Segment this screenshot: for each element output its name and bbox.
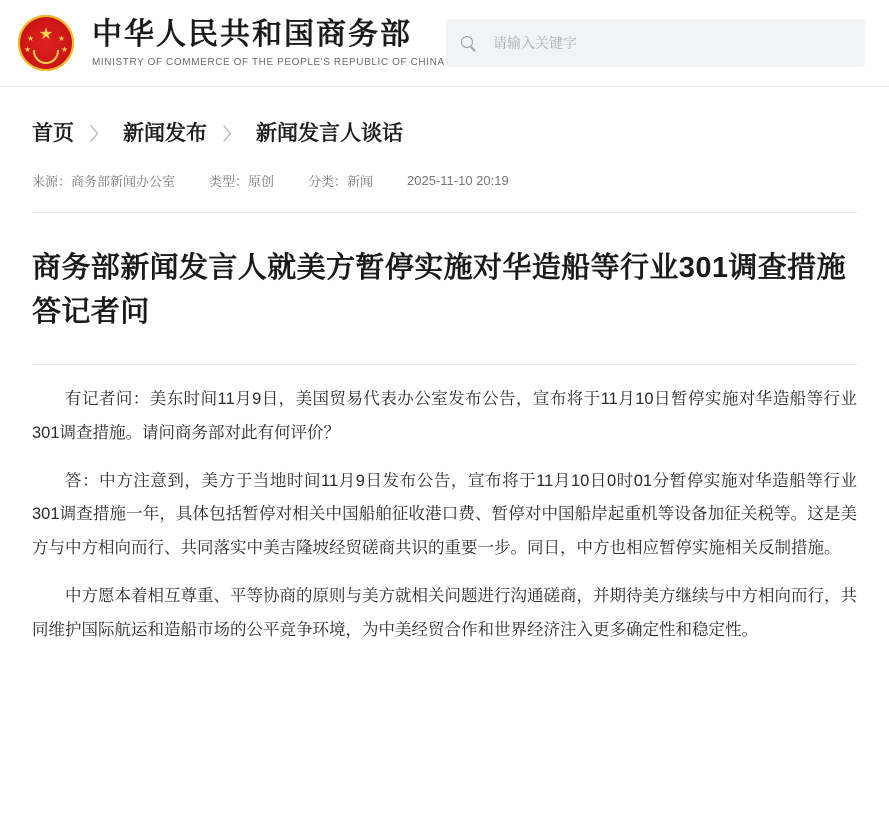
article-paragraph: 中方愿本着相互尊重、平等协商的原则与美方就相关问题进行沟通磋商，并期待美方继续与中方相向而行，共同维护国际航运和造船市场的公平竞争环境，为中美经贸合作和世界经济注入更多确定性和稳定性。 xyxy=(32,587,857,639)
site-title-cn: 中华人民共和国商务部 xyxy=(92,17,412,51)
chevron-right-icon: 〉 xyxy=(223,124,240,144)
title-divider xyxy=(32,364,857,365)
meta-datetime: 2025-11-10 20:19 xyxy=(407,173,509,188)
article-meta xyxy=(32,171,857,190)
meta-divider xyxy=(32,212,857,213)
page-content xyxy=(0,87,889,648)
site-title-block xyxy=(92,18,445,69)
emblem-star-left-2: ★ xyxy=(24,45,32,54)
breadcrumb-item-home[interactable]: 首页 xyxy=(32,122,74,145)
emblem-star-right-2: ★ xyxy=(60,45,68,54)
emblem-star-right-1: ★ xyxy=(57,34,65,43)
emblem-gear-icon xyxy=(33,50,59,64)
page-title: 商务部新闻发言人就美方暂停实施对华造船等行业301调查措施答记者问 xyxy=(32,252,846,328)
site-header xyxy=(0,0,889,86)
search-icon[interactable] xyxy=(460,35,477,52)
breadcrumb xyxy=(32,87,857,147)
chevron-right-icon: 〉 xyxy=(90,124,107,144)
article-body xyxy=(32,383,857,648)
breadcrumb-item-spokesperson-remarks[interactable]: 新闻发言人谈话 xyxy=(256,122,403,145)
emblem-star-main: ★ xyxy=(38,26,54,43)
search-box[interactable] xyxy=(446,19,865,67)
meta-type: 类型：原创 xyxy=(209,174,275,189)
national-emblem-icon xyxy=(18,15,74,71)
article-paragraph: 答：中方注意到，美方于当地时间11月9日发布公告，宣布将于11月10日0时01分暂停实施对华造船等行业301调查措施一年，具体包括暂停对相关中国船舶征收港口费、暂停对中国船岸起重机等设备加征关税等。这是美方与中方相向而行、共同落实中美吉隆坡经贸磋商共识的重要一步。同日，中方也相应暂停实施相关反制措施。 xyxy=(32,471,857,558)
search-input[interactable] xyxy=(491,34,851,52)
emblem-star-left-1: ★ xyxy=(27,34,35,43)
site-title-en: MINISTRY OF COMMERCE OF THE PEOPLE'S REPUBLIC OF CHINA xyxy=(92,57,445,69)
breadcrumb-item-news-release[interactable]: 新闻发布 xyxy=(123,122,207,145)
article-paragraph: 有记者问：美东时间11月9日，美国贸易代表办公室发布公告，宣布将于11月10日暂停实施对华造船等行业301调查措施。请问商务部对此有何评价？ xyxy=(32,390,857,442)
meta-source: 来源：商务部新闻办公室 xyxy=(32,174,176,189)
meta-category: 分类：新闻 xyxy=(308,174,374,189)
